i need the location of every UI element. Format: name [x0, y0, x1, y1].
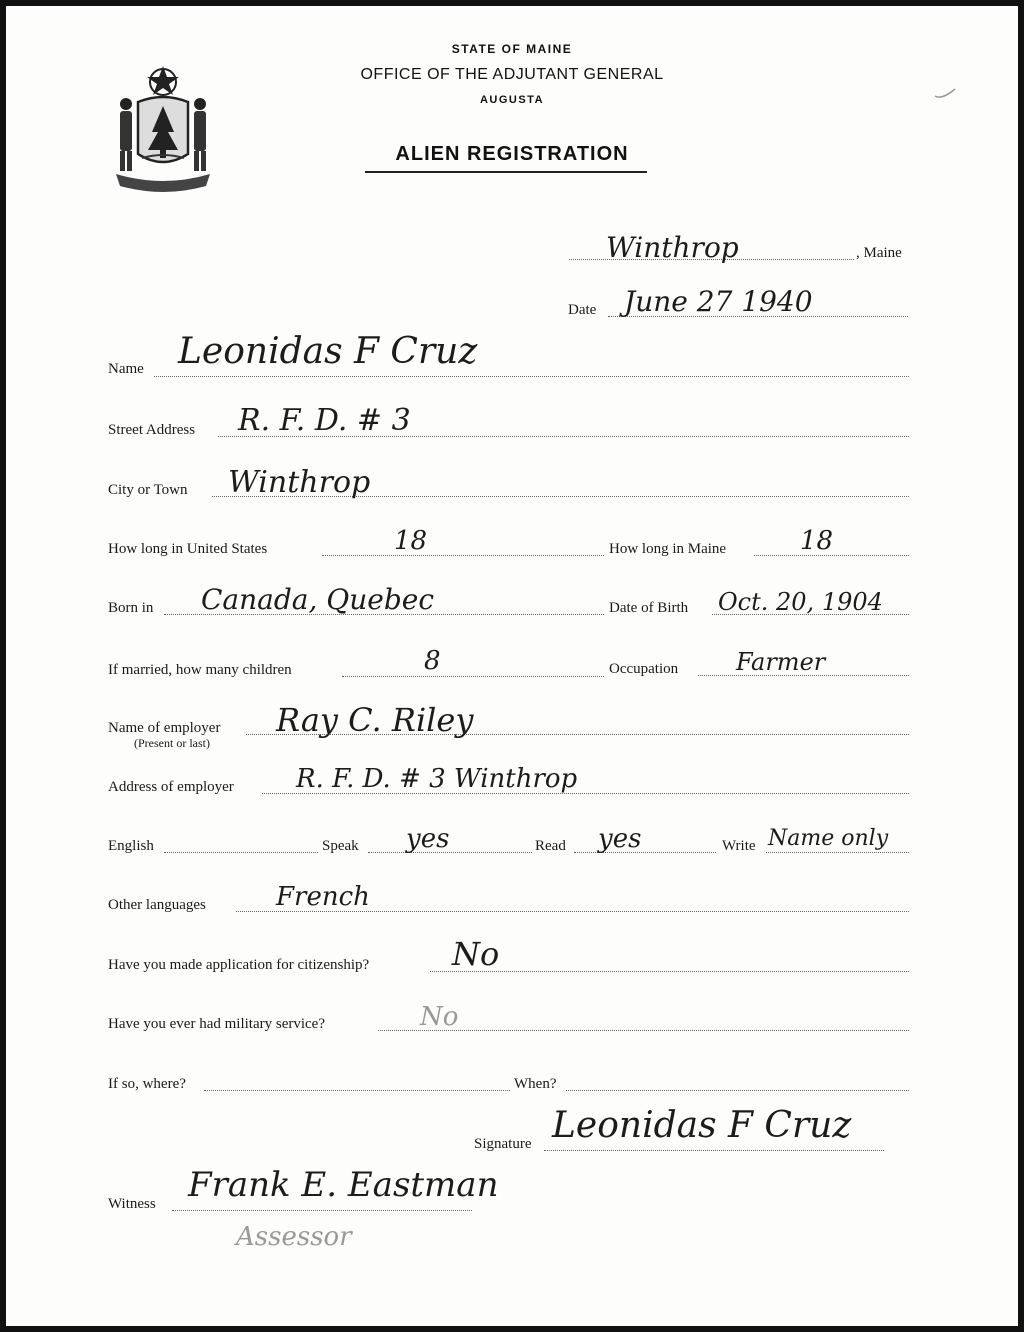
- witness-label: Witness: [108, 1196, 156, 1212]
- other-languages-label: Other languages: [108, 897, 206, 913]
- birth-date-entry: Oct. 20, 1904: [718, 588, 883, 616]
- read-label: Read: [535, 838, 566, 854]
- town-entry: Winthrop: [606, 231, 739, 264]
- where-label: If so, where?: [108, 1076, 186, 1092]
- occupation-label: Occupation: [609, 661, 679, 677]
- english-label: English: [108, 838, 154, 854]
- write-label: Write: [722, 838, 756, 854]
- when-line: [566, 1090, 909, 1091]
- name-entry: Leonidas F Cruz: [178, 331, 478, 372]
- citizenship-label: Have you made application for citizenship?: [108, 957, 370, 973]
- registration-form: [6, 6, 1018, 1326]
- signature-line: [544, 1150, 884, 1151]
- city-heading: AUGUSTA: [479, 94, 545, 106]
- years-maine-entry: 18: [800, 526, 834, 556]
- street-address-entry: R. F. D. # 3: [238, 403, 411, 438]
- title-underline: [365, 171, 647, 173]
- signature-entry: Leonidas F Cruz: [552, 1105, 852, 1146]
- military-entry: No: [420, 1002, 459, 1032]
- speak-label: Speak: [322, 838, 359, 854]
- city-label: City or Town: [108, 482, 188, 498]
- children-entry: 8: [424, 646, 441, 676]
- years-us-line: [322, 555, 604, 556]
- form-title: ALIEN REGISTRATION: [395, 143, 629, 165]
- born-in-entry: Canada, Quebec: [201, 583, 434, 616]
- birth-date-label: Date of Birth: [609, 600, 689, 616]
- speak-line: [368, 852, 532, 853]
- write-entry: Name only: [768, 826, 889, 851]
- other-languages-entry: French: [276, 882, 370, 912]
- born-in-label: Born in: [108, 600, 154, 616]
- witness-line: [172, 1210, 472, 1211]
- check-mark-icon: [934, 88, 956, 100]
- date-label: Date: [568, 302, 597, 318]
- witness-title-entry: Assessor: [236, 1222, 352, 1252]
- street-address-label: Street Address: [108, 422, 196, 438]
- date-entry: June 27 1940: [624, 285, 813, 318]
- read-entry: yes: [598, 824, 642, 854]
- military-label: Have you ever had military service?: [108, 1016, 325, 1032]
- state-heading: STATE OF MAINE: [451, 42, 573, 56]
- name-line: [154, 376, 909, 377]
- employer-note: (Present or last): [134, 736, 210, 750]
- speak-entry: yes: [406, 824, 450, 854]
- write-line: [766, 852, 909, 853]
- employer-address-label: Address of employer: [108, 779, 234, 795]
- children-label: If married, how many children: [108, 662, 292, 678]
- when-label: When?: [514, 1076, 557, 1092]
- children-line: [342, 676, 604, 677]
- english-line: [164, 852, 318, 853]
- name-label: Name: [108, 361, 144, 377]
- maine-label: , Maine: [856, 245, 902, 261]
- citizenship-line: [430, 971, 909, 972]
- employer-address-entry: R. F. D. # 3 Winthrop: [296, 764, 578, 794]
- citizenship-entry: No: [452, 935, 500, 973]
- years-us-entry: 18: [394, 526, 428, 556]
- employer-name-label: Name of employer: [108, 720, 221, 736]
- employer-entry: Ray C. Riley: [276, 701, 474, 739]
- years-us-label: How long in United States: [108, 541, 268, 557]
- signature-label: Signature: [474, 1136, 532, 1152]
- where-line: [204, 1090, 510, 1091]
- city-entry: Winthrop: [228, 465, 371, 500]
- office-heading: OFFICE OF THE ADJUTANT GENERAL: [360, 66, 664, 83]
- years-maine-label: How long in Maine: [609, 541, 727, 557]
- read-line: [574, 852, 716, 853]
- occupation-entry: Farmer: [736, 648, 826, 676]
- witness-entry: Frank E. Eastman: [188, 1165, 499, 1205]
